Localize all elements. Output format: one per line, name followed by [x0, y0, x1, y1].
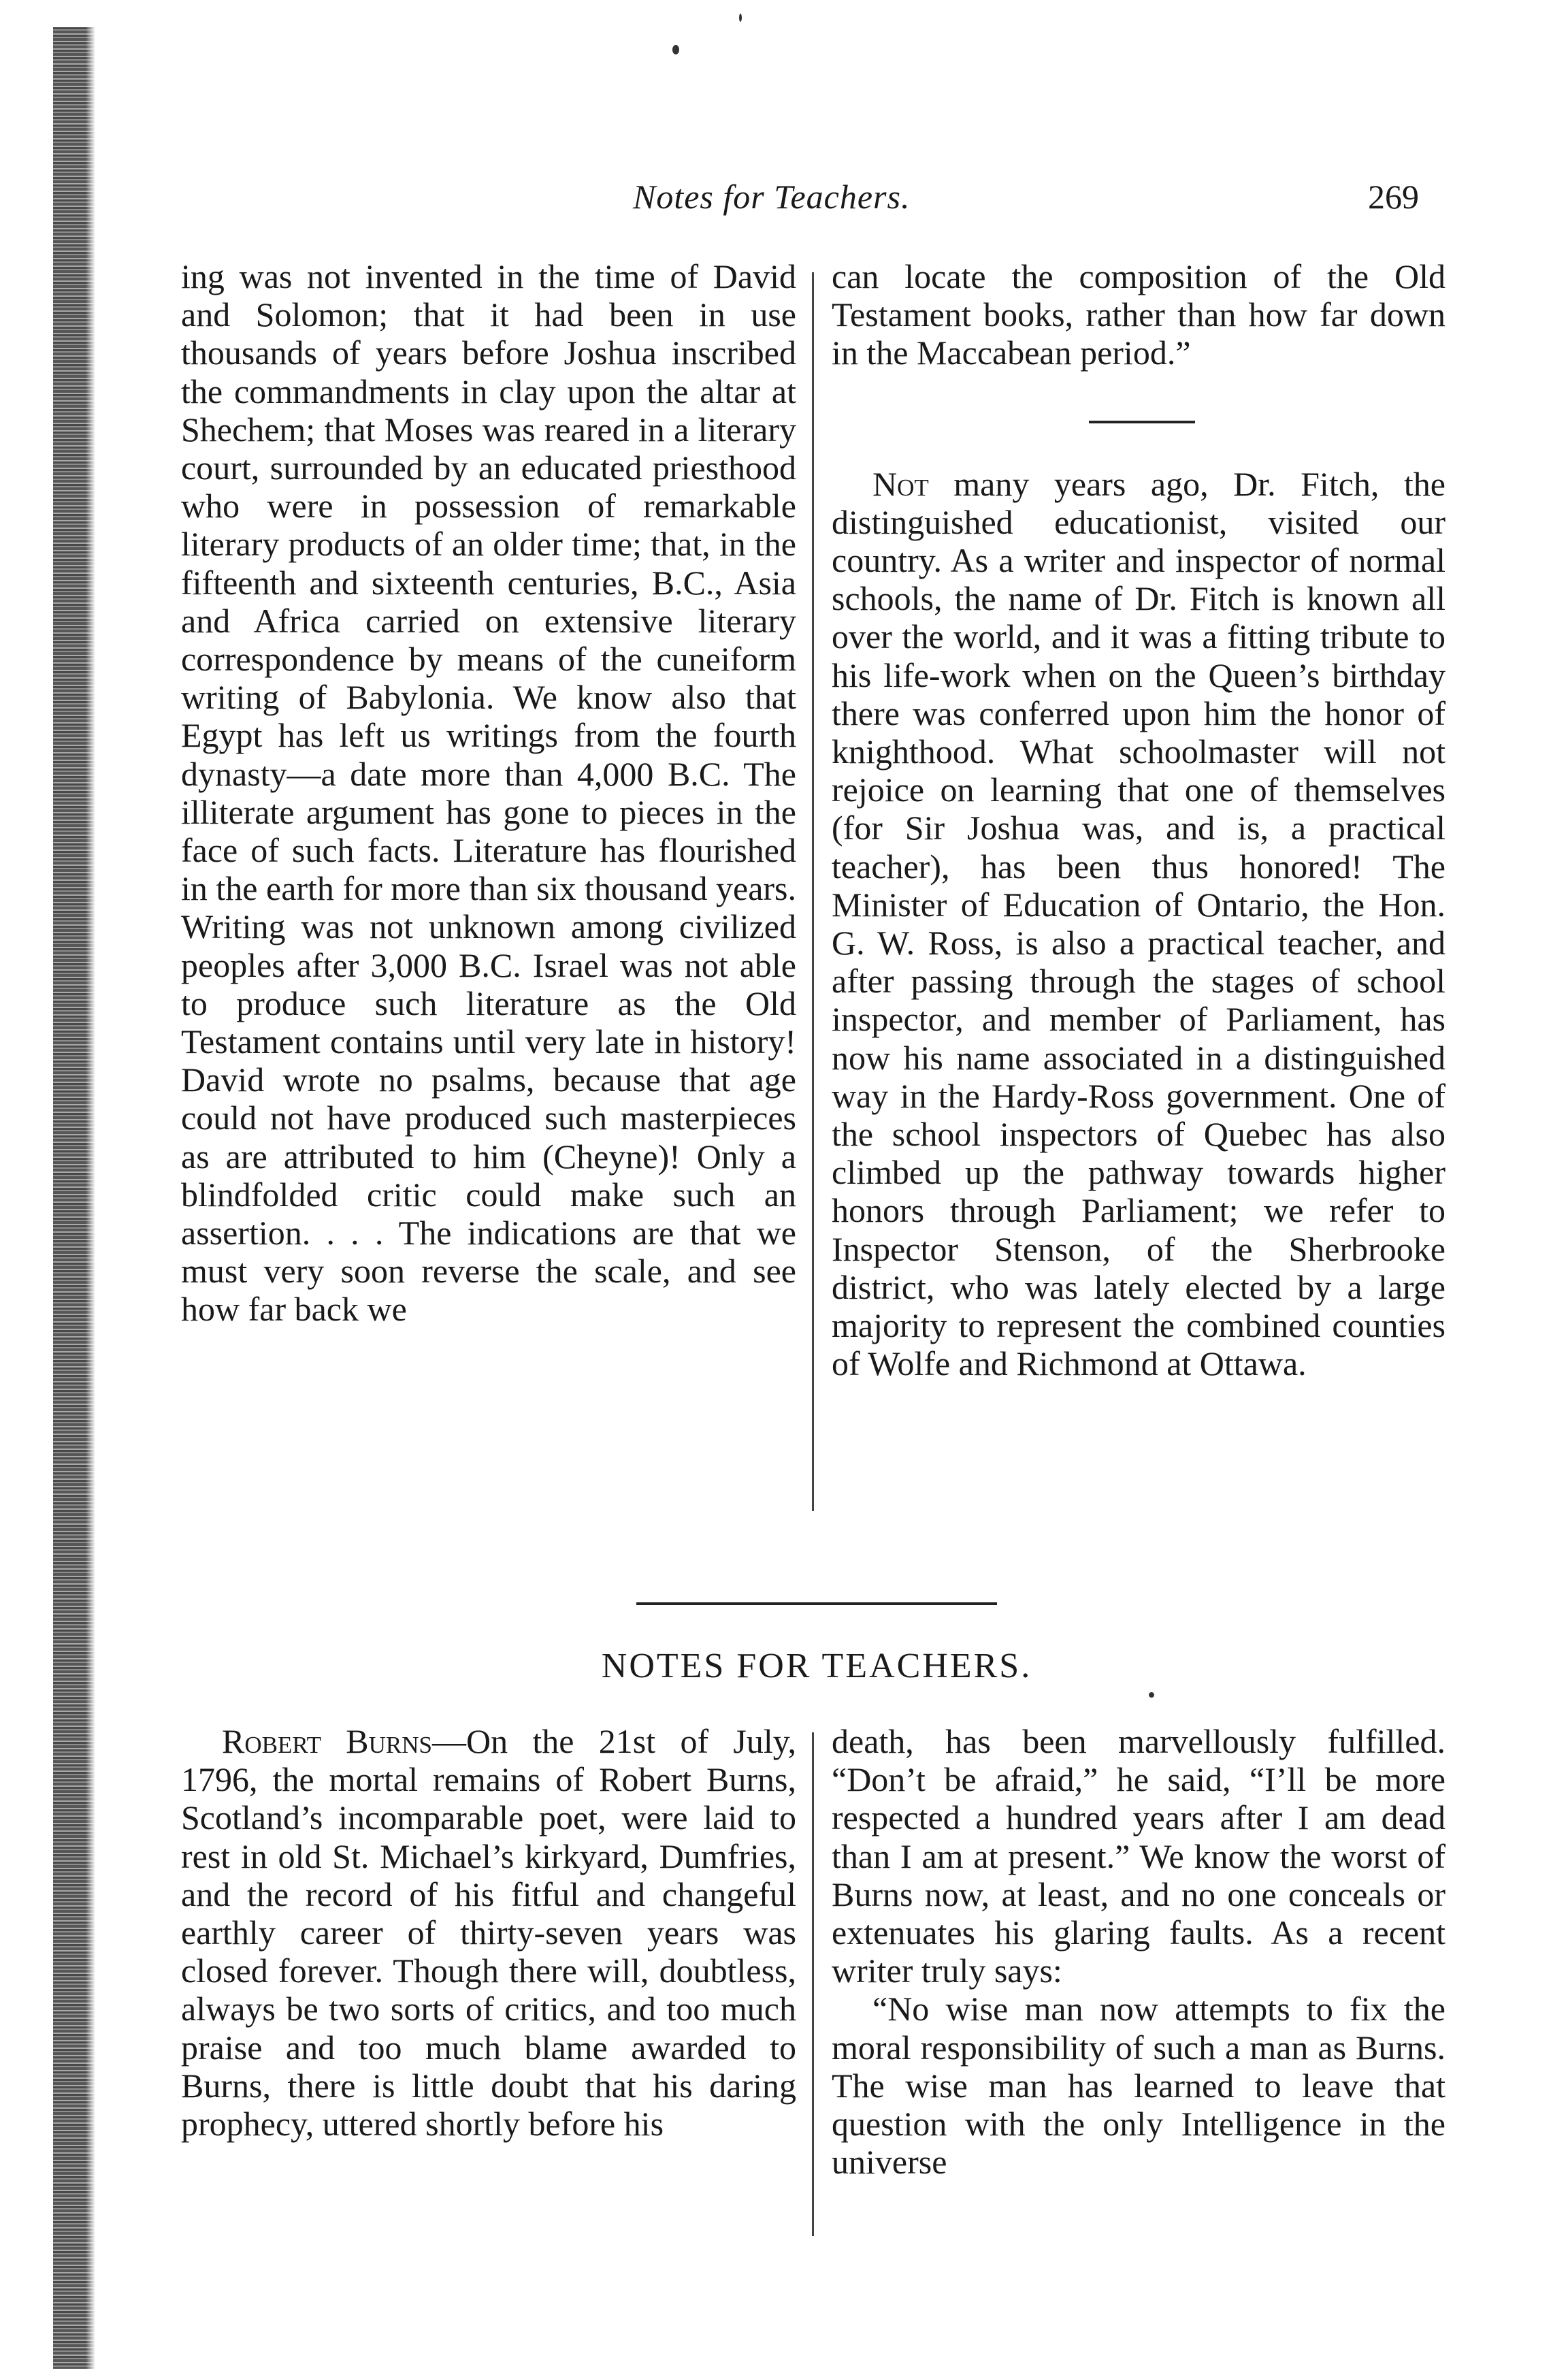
ink-speck — [1149, 1692, 1154, 1698]
paragraph-lead: Not — [872, 464, 929, 503]
paragraph-gap — [832, 372, 1446, 465]
paragraph-continuation: can locate the composition of the Old Testament books, rather than how far down in the Maccabean period.” — [832, 257, 1446, 372]
section-rule — [636, 1602, 997, 1605]
bottom-left-column — [181, 1722, 796, 2253]
top-right-column — [832, 257, 1446, 1551]
paragraph-cuneiform: ing was not invented in the time of David and Solomon; that it had been in use thousands of years before Joshua inscribed the commandments in clay upon the altar at Shechem; that Moses was reared in a literary court, surrounded by an educated priesthood who were in possession of remarkable literary products of an older time; that, in the fifteenth and sixteenth centuries, B.C., Asia and Africa carried on extensive literary correspondence by means of the cuneiform writing of Babylonia. We know also that Egypt has left us writings from the fourth dynasty—a date more than 4,000 B.C. The illiterate argument has gone to pieces in the face of such facts. Literature has flourished in the earth for more than six thousand years. Writing was not unknown among civilized peoples after 3,000 B.C. Israel was not able to produce such literature as the Old Testament contains until very late in history! David wrote no psalms, because that age could not have produced such masterpieces as are attributed to him (Cheyne)! Only a blindfolded critic could make such an assertion. . . . The indications are that we must very soon reverse the scale, and see how far back we — [181, 257, 796, 1329]
paragraph-body: —On the 21st of July, 1796, the mortal remains of Robert Burns, Scotland’s incomparable poet, were laid to rest in old St. Michael’s kirkyard, Dumfries, and the record of his fitful and changeful earthly career of thirty-seven years was closed forever. Though there will, doubtless, always be two sorts of critics, and too much praise and too much blame awarded to Burns, there is little doubt that his daring prophecy, uttered shortly before his — [181, 1722, 797, 2143]
scanned-binding-edge — [53, 27, 95, 2369]
bottom-right-column — [832, 1722, 1446, 2253]
ink-speck — [739, 14, 742, 22]
paragraph-burns-continuation: death, has been marvellously fulfilled. “Don’t be afraid,” he said, “I’ll be more respected a hundred years after I am dead than I am at present.” We know the worst of Burns now, at least, and no one conceals or extenuates his glaring faults. As a recent writer truly says: — [832, 1722, 1446, 1990]
ink-speck — [672, 45, 679, 54]
column-divider — [812, 272, 814, 1511]
page-number: 269 — [1368, 178, 1419, 216]
paragraph-lead: Robert Burns — [222, 1722, 432, 1760]
running-head: Notes for Teachers. — [633, 178, 911, 216]
top-left-column — [181, 257, 796, 1551]
paragraph-quote: “No wise man now attempts to fix the moral responsibility of such a man as Burns. The wise man has learned to leave that question with the only Intelligence in the universe — [832, 1990, 1446, 2182]
section-title: NOTES FOR TEACHERS. — [601, 1647, 1032, 1685]
column-divider — [812, 1732, 814, 2236]
paragraph-body: many years ago, Dr. Fitch, the distinguished educationist, visited our country. As a writer and inspector of normal schools, the name of Dr. Fitch is known all over the world, and it was a fitting tribute to his life-work when on the Queen’s birthday there was conferred upon him the honor of knighthood. What schoolmaster will not rejoice on learning that one of themselves (for Sir Joshua was, and is, a practical teacher), has been thus honored! The Minister of Education of Ontario, the Hon. G. W. Ross, is also a practical teacher, and after passing through the stages of school inspector, and member of Parliament, has now his name associated in a distinguished way in the Hardy-Ross government. One of the school inspectors of Quebec has also climbed up the pathway towards higher honors through Parliament; we refer to Inspector Stenson, of the Sherbrooke district, who was lately elected by a large majority to represent the combined counties of Wolfe and Richmond at Ottawa. — [832, 464, 1446, 1383]
paragraph-burns — [181, 1722, 796, 2143]
short-rule — [1089, 421, 1195, 423]
paragraph-fitch — [832, 465, 1446, 1383]
